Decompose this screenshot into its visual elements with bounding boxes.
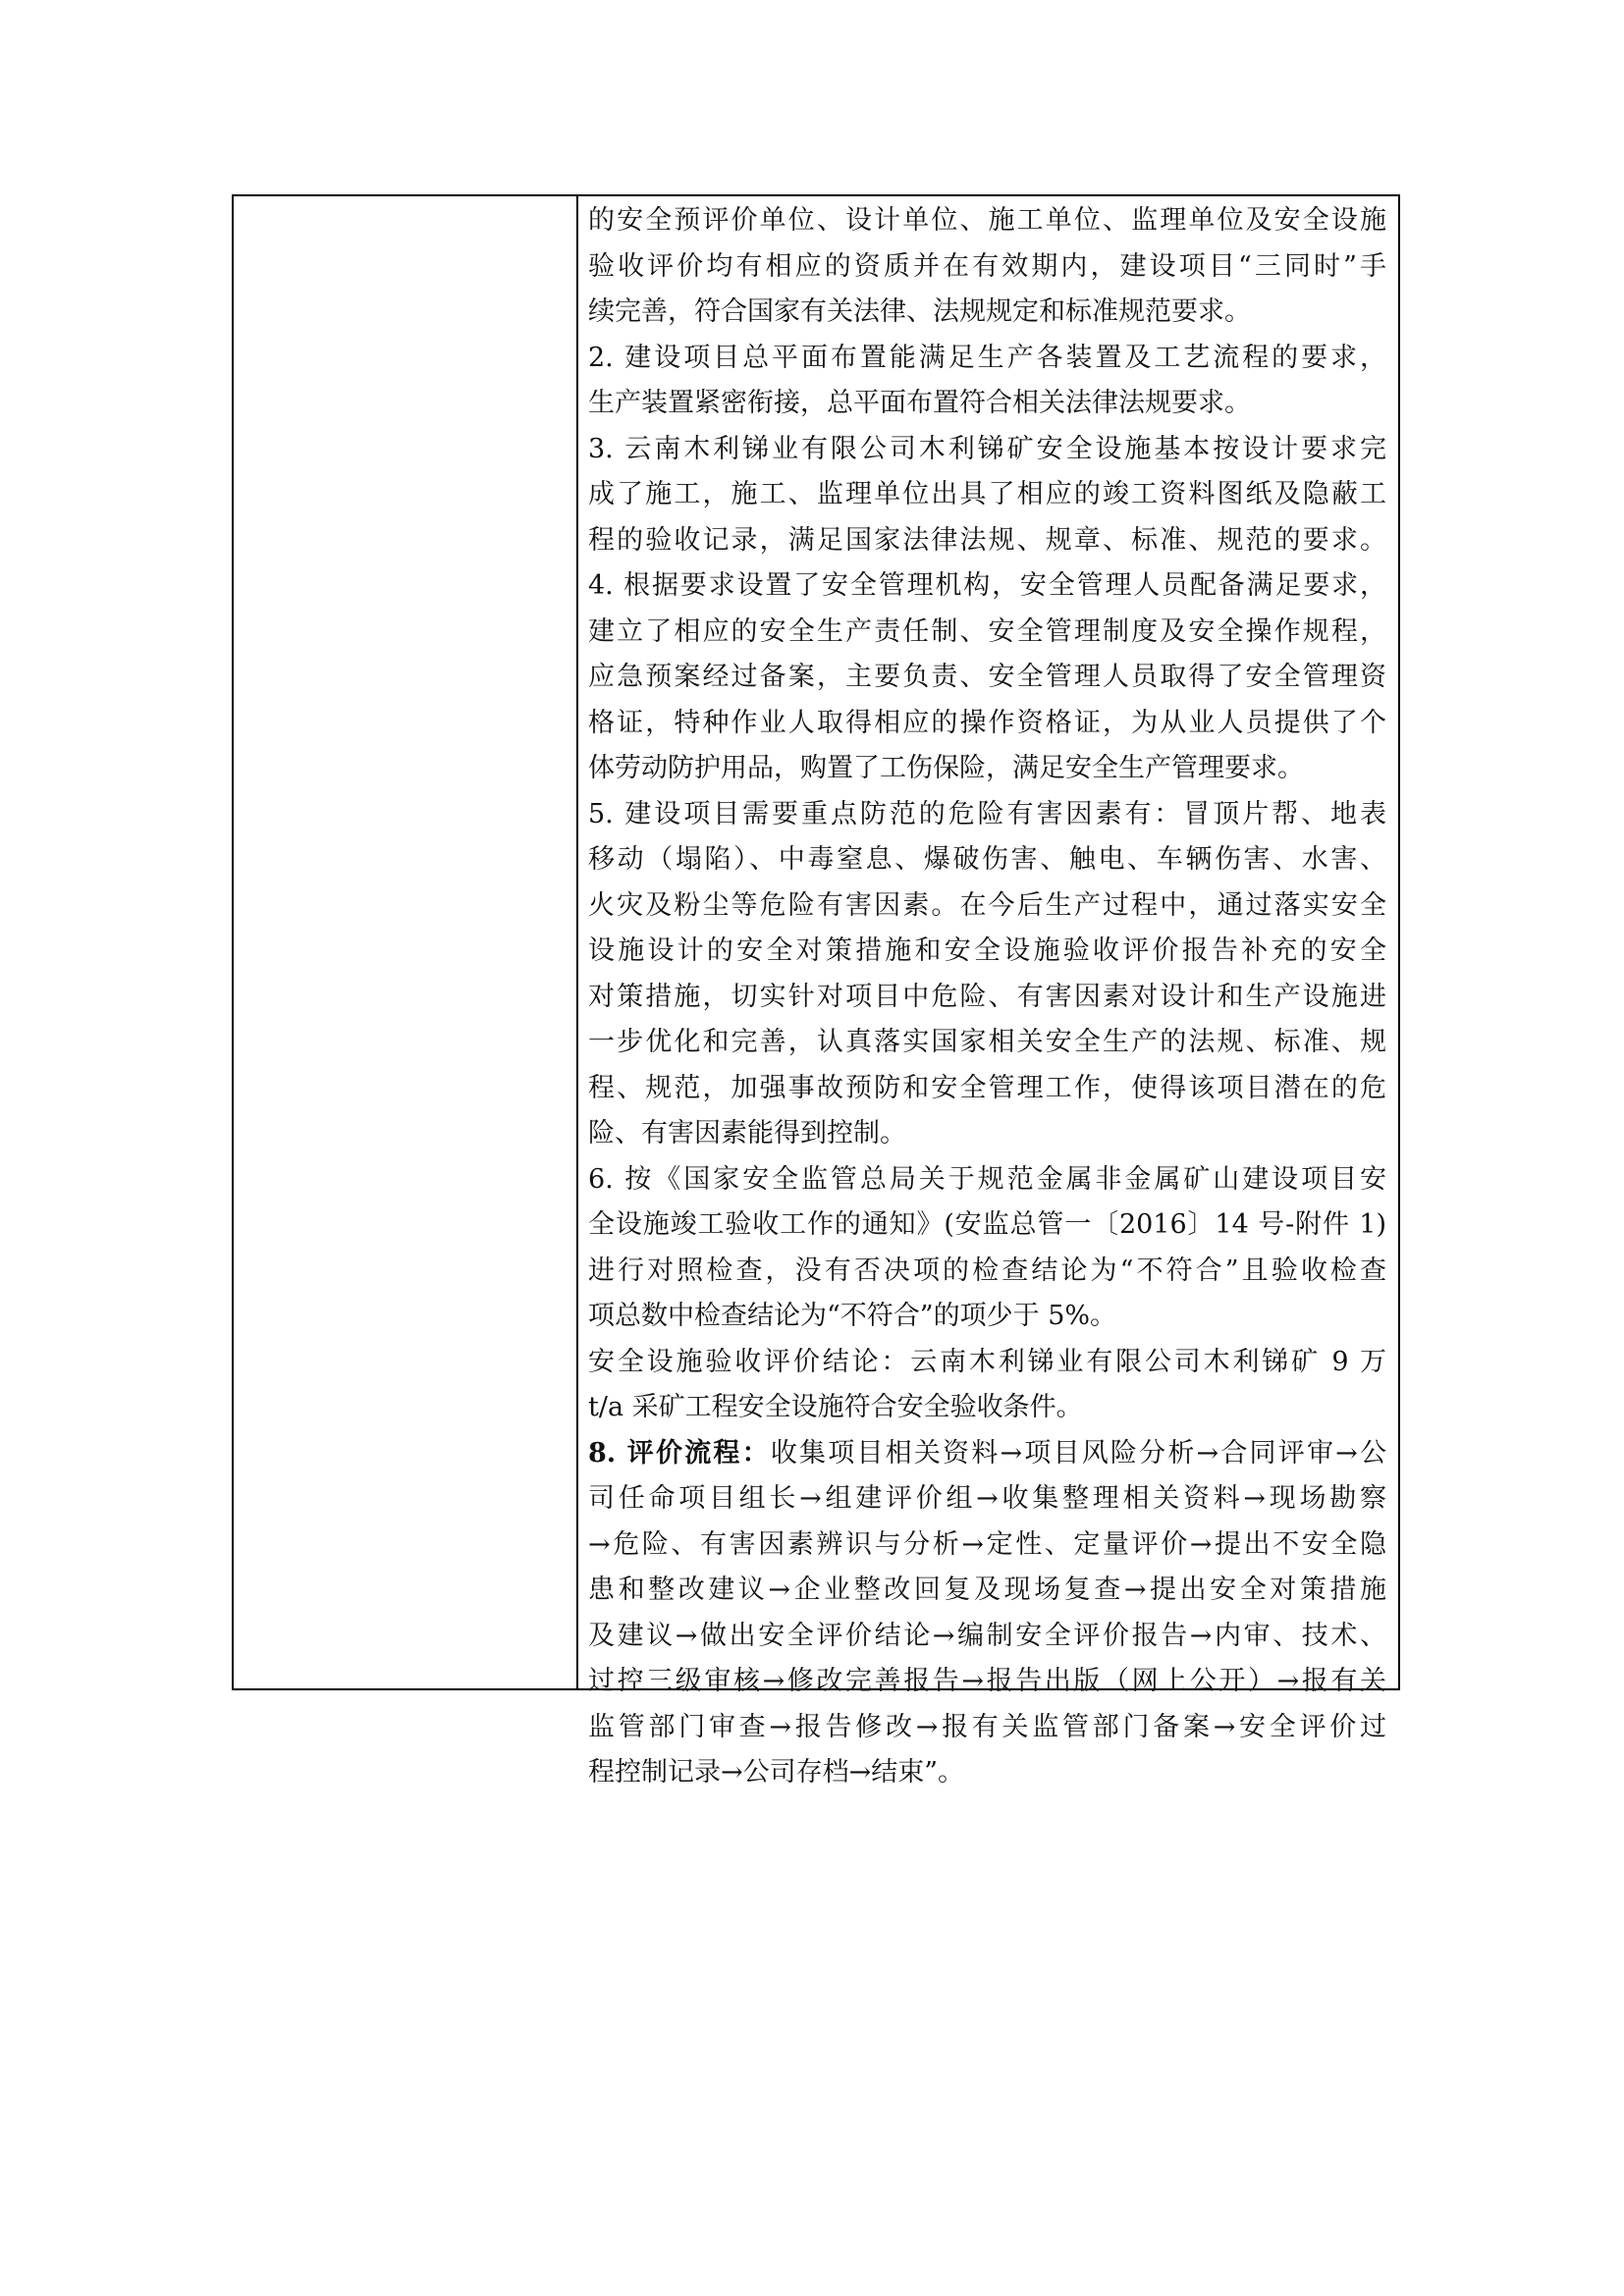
text-line: 一步优化和完善，认真落实国家相关安全生产的法规、标准、规 xyxy=(588,1027,1386,1057)
text-line: 5. 建设项目需要重点防范的危险有害因素有：冒顶片帮、地表 xyxy=(588,798,1386,829)
text-line: 验收评价均有相应的资质并在有效期内，建设项目“三同时”手 xyxy=(588,250,1386,282)
text-line: 2. 建设项目总平面布置能满足生产各装置及工艺流程的要求， xyxy=(588,342,1386,373)
process-line: 患和整改建议→企业整改回复及现场复查→提出安全对策措施 xyxy=(588,1575,1386,1605)
text-line: 设施设计的安全对策措施和安全设施验收评价报告补充的安全 xyxy=(588,935,1386,966)
table-left-column xyxy=(234,196,578,1688)
process-line: 司任命项目组长→组建评价组→收集整理相关资料→现场勘察 xyxy=(588,1483,1386,1514)
process-line: 及建议→做出安全评价结论→编制安全评价报告→内审、技术、 xyxy=(588,1620,1386,1651)
process-line-first xyxy=(588,1431,1386,1477)
text-line: 体劳动防护用品，购置了工伤保险，满足安全生产管理要求。 xyxy=(588,753,1304,783)
text-line: 进行对照检查，没有否决项的检查结论为“不符合”且验收检查 xyxy=(588,1255,1386,1286)
text-line: 险、有害因素能得到控制。 xyxy=(588,1118,906,1148)
text-line: t/a 采矿工程安全设施符合安全验收条件。 xyxy=(588,1392,1083,1422)
process-heading: 8. 评价流程： xyxy=(588,1437,771,1468)
text-line: 6. 按《国家安全监管总局关于规范金属非金属矿山建设项目安 xyxy=(588,1163,1386,1195)
text-line: 火灾及粉尘等危险有害因素。在今后生产过程中，通过落实安全 xyxy=(588,889,1386,921)
process-text: 收集项目相关资料→项目风险分析→合同评审→公 xyxy=(770,1437,1386,1468)
text-line: 的安全预评价单位、设计单位、施工单位、监理单位及安全设施 xyxy=(588,205,1386,236)
text-line: 程、规范，加强事故预防和安全管理工作，使得该项目潜在的危 xyxy=(588,1072,1386,1103)
process-line: →危险、有害因素辨识与分析→定性、定量评价→提出不安全隐 xyxy=(588,1528,1386,1560)
text-line: 格证，特种作业人取得相应的操作资格证，为从业人员提供了个 xyxy=(588,707,1386,738)
process-line: 程控制记录→公司存档→结束”。 xyxy=(588,1757,965,1788)
table-right-column xyxy=(578,196,1398,1788)
text-line: 对策措施，切实针对项目中危险、有害因素对设计和生产设施进 xyxy=(588,981,1386,1012)
text-line: 3. 云南木利锑业有限公司木利锑矿安全设施基本按设计要求完 xyxy=(588,433,1386,464)
text-line: 续完善，符合国家有关法律、法规规定和标准规范要求。 xyxy=(588,296,1251,327)
text-line: 建立了相应的安全生产责任制、安全管理制度及安全操作规程， xyxy=(588,615,1386,647)
text-line: 成了施工，施工、监理单位出具了相应的竣工资料图纸及隐蔽工 xyxy=(588,479,1386,509)
text-line: 移动（塌陷）、中毒窒息、爆破伤害、触电、车辆伤害、水害、 xyxy=(588,844,1386,875)
text-line: 全设施竣工验收工作的通知》(安监总管一〔2016〕14 号-附件 1) xyxy=(588,1209,1386,1240)
text-line: 程的验收记录，满足国家法律法规、规章、标准、规范的要求。 xyxy=(588,524,1386,556)
content-table xyxy=(232,194,1400,1788)
text-line: 生产装置紧密衔接，总平面布置符合相关法律法规要求。 xyxy=(588,388,1251,418)
text-line: 安全设施验收评价结论：云南木利锑业有限公司木利锑矿 9 万 xyxy=(588,1346,1386,1377)
text-line: 4. 根据要求设置了安全管理机构，安全管理人员配备满足要求， xyxy=(588,570,1386,601)
text-line: 项总数中检查结论为“不符合”的项少于 5%。 xyxy=(588,1301,1117,1331)
text-line: 应急预案经过备案，主要负责、安全管理人员取得了安全管理资 xyxy=(588,662,1386,692)
process-line: 过控三级审核→修改完善报告→报告出版（网上公开）→报有关 xyxy=(588,1666,1386,1696)
process-line: 监管部门审查→报告修改→报有关监管部门备案→安全评价过 xyxy=(588,1711,1386,1742)
